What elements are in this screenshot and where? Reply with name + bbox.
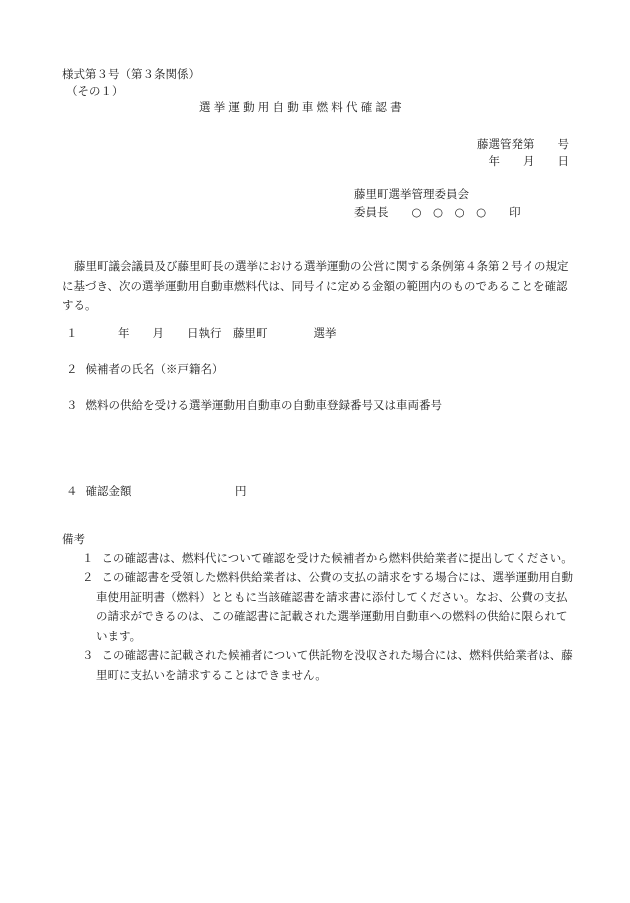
body-text: 藤里町議会議員及び藤里町長の選挙における選挙運動の公営に関する条例第４条第２号イの規定に基づき、次の選挙運動用自動車燃料代は、同号イに定める金額の範囲内のものであることを確認する。 <box>62 259 569 312</box>
item-text: 燃料の供給を受ける選挙運動用自動車の自動車登録番号又は車両番号 <box>85 398 442 412</box>
notes-section <box>62 531 574 685</box>
note-text: この確認書を受領した燃料供給業者は、公費の支払の請求をする場合には、選挙運動用自動車使用証明書（燃料）とともに当該確認書を請求書に添付してください。なお、公費の支払の請求ができるのは、この確認書に記載された選挙運動用自動車への燃料の供給に限られています。 <box>96 570 573 643</box>
reference-number: 藤選管発第 号 <box>477 137 569 151</box>
date-line: 年 月 日 <box>488 154 569 168</box>
form-sub: （その１） <box>66 84 124 98</box>
item-4 <box>66 483 247 500</box>
note-1 <box>76 549 574 569</box>
note-2 <box>76 568 574 646</box>
item-1 <box>66 325 337 342</box>
form-id: 様式第３号（第３条関係） <box>62 67 200 81</box>
item-number: ３ <box>66 398 78 412</box>
document-title: 選挙運動用自動車燃料代確認書 <box>199 100 405 114</box>
item-text: 確認金額 円 <box>85 484 247 498</box>
note-text: この確認書は、燃料代について確認を受けた候補者から燃料供給業者に提出してください。 <box>101 550 573 565</box>
issuer-org: 藤里町選挙管理委員会 <box>354 187 469 201</box>
item-number: ２ <box>66 362 78 376</box>
item-3 <box>66 397 442 414</box>
issuer-chair: 委員長 ○ ○ ○ ○ 印 <box>354 205 521 219</box>
note-number: １ <box>82 550 94 565</box>
note-number: ２ <box>82 570 94 585</box>
note-text: この確認書に記載された候補者について供託物を没収された場合には、燃料供給業者は、藤里町に支払いを請求することはできません。 <box>96 648 573 682</box>
item-number: ４ <box>66 484 78 498</box>
notes-heading: 備考 <box>62 532 85 546</box>
note-number: ３ <box>82 648 94 663</box>
item-text: 年 月 日執行 藤里町 選挙 <box>83 326 337 340</box>
note-3 <box>76 646 574 685</box>
item-number: １ <box>66 326 78 340</box>
item-2 <box>66 361 224 378</box>
item-text: 候補者の氏名（※戸籍名） <box>85 362 224 376</box>
